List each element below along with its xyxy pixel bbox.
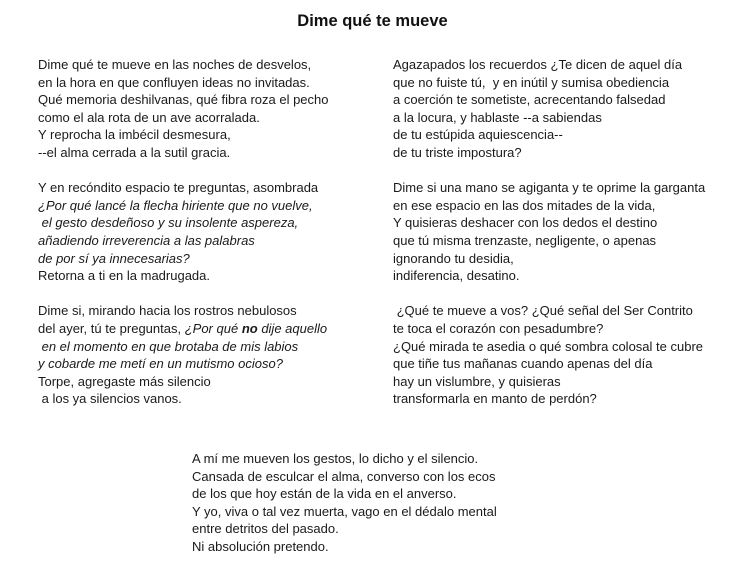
left-stanza-3 — [38, 302, 383, 408]
poem-title: Dime qué te mueve — [297, 12, 448, 30]
poem-line: Dime si, mirando hacia los rostros nebulosos — [38, 303, 297, 319]
poem-line: Y en recóndito espacio te preguntas, asombrada — [38, 180, 319, 196]
poem-line: Cansada de esculcar el alma, converso con los ecos — [192, 468, 496, 484]
poem-fragment: del ayer, tú te preguntas, — [38, 320, 185, 336]
left-stanza-2 — [38, 179, 383, 285]
right-column — [393, 56, 743, 425]
poem-line: Qué memoria deshilvanas, qué fibra roza el pecho — [38, 92, 329, 108]
poem-line: Dime qué te mueve en las noches de desvelos, — [38, 57, 312, 72]
poem-line: Retorna a ti en la madrugada. — [38, 268, 210, 284]
right-stanza-1 — [393, 56, 743, 162]
poem-line: Y quisieras deshacer con los dedos el destino — [393, 215, 658, 231]
poem-line: Y yo, viva o tal vez muerta, vago en el dédalo mental — [192, 503, 497, 519]
poem-line: que tiñe tus mañanas cuando apenas del día — [393, 356, 653, 372]
poem-line: ¿Qué mirada te asedia o qué sombra colosal te cubre — [393, 338, 704, 354]
poem-line: Agazapados los recuerdos ¿Te dicen de aquel día — [393, 57, 683, 72]
left-column — [38, 56, 383, 425]
poem-line-italic: en el momento en que brotaba de mis labios — [38, 338, 299, 354]
poem-line: que tú misma trenzaste, negligente, o apenas — [393, 232, 657, 248]
poem-line-italic: de por sí ya innecesarias? — [38, 250, 190, 266]
poem-line-italic: ¿Por qué lancé la flecha hiriente que no vuelve, — [38, 197, 313, 213]
poem-line: te toca el corazón con pesadumbre? — [393, 320, 604, 336]
final-stanza — [192, 450, 592, 556]
right-stanza-3 — [393, 302, 743, 408]
poem-line: Ni absolución pretendo. — [192, 538, 329, 554]
poem-line: entre detritos del pasado. — [192, 521, 339, 537]
poem-line: en la hora en que confluyen ideas no invitadas. — [38, 74, 310, 90]
poem-line: a coerción te sometiste, acrecentando falsedad — [393, 92, 666, 108]
poem-line: a la locura, y hablaste --a sabiendas — [393, 109, 602, 125]
poem-line-italic: añadiendo irreverencia a las palabras — [38, 232, 255, 248]
poem-line: como el ala rota de un ave acorralada. — [38, 109, 260, 125]
poem-line: que no fuiste tú, y en inútil y sumisa obediencia — [393, 74, 670, 90]
poem-line: Torpe, agregaste más silencio — [38, 373, 211, 389]
poem-line: a los ya silencios vanos. — [38, 391, 182, 407]
poem-line: ¿Qué te mueve a vos? ¿Qué señal del Ser Contrito — [393, 303, 693, 319]
poem-fragment-italic: ¿Por qué — [184, 320, 242, 336]
right-stanza-2 — [393, 179, 743, 285]
poem-fragment-italic: dije aquello — [257, 320, 328, 336]
poem-line: en ese espacio en las dos mitades de la vida, — [393, 197, 656, 213]
poem-line: de tu estúpida aquiescencia-- — [393, 127, 563, 143]
poem-line: indiferencia, desatino. — [393, 268, 520, 284]
poem-line: de los que hoy están de la vida en el anverso. — [192, 486, 457, 502]
poem-line-mixed — [38, 320, 383, 338]
poem-line-italic: el gesto desdeñoso y su insolente aspereza, — [38, 215, 299, 231]
poem-line: transformarla en manto de perdón? — [393, 391, 597, 407]
poem-fragment-bold-italic: no — [241, 320, 258, 336]
poem-line: ignorando tu desidia, — [393, 250, 514, 266]
poem-line: Dime si una mano se agiganta y te oprime la garganta — [393, 180, 706, 196]
poem-line: de tu triste impostura? — [393, 144, 522, 160]
poem-line: --el alma cerrada a la sutil gracia. — [38, 144, 231, 160]
poem-line: A mí me mueven los gestos, lo dicho y el silencio. — [192, 451, 479, 466]
poem-line: Y reprocha la imbécil desmesura, — [38, 127, 231, 143]
poem-line: hay un vislumbre, y quisieras — [393, 373, 561, 389]
poem-line-italic: y cobarde me metí en un mutismo ocioso? — [38, 356, 283, 372]
left-stanza-1 — [38, 56, 383, 162]
